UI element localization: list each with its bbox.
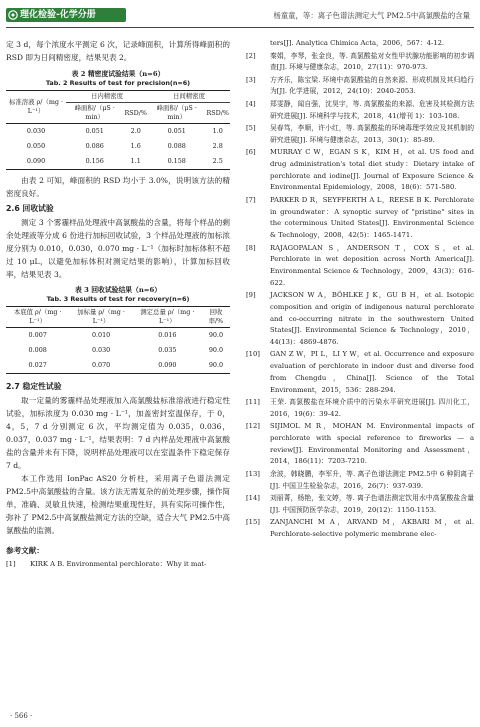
reference-item xyxy=(6,559,230,571)
reference-text: 吴春笃，李顺，许小红，等. 高氯酸盐的环境毒理学效应及其机制的研究进展[J]. 环境与健康杂志，2013，30(1)：85-89. xyxy=(270,124,474,144)
reference-text: 郑雯静，闻自强，沈昊宇，等. 高氯酸盐的来源、危害及其检测方法研究进展[J]. 环境科学与技术，2018，41(增刊 1)：103-108. xyxy=(270,99,474,120)
reference-text: 王荣. 高氯酸盐在环境介质中的污染水平研究进展[J]. 四川化工，2016，19(6)：39-42. xyxy=(270,398,474,418)
col-header-total: 测定总量 ρ/（mg · L⁻¹） xyxy=(140,308,195,325)
reference-number: [9] xyxy=(246,291,256,300)
table-cell: 1.6 xyxy=(130,142,141,150)
table-row xyxy=(6,343,230,358)
running-title: 杨童童，等：离子色谱法测定大气 PM2.5中高氯酸盐的含量 xyxy=(273,11,470,20)
table-3-caption-en: Tab. 3 Results of test for recovery(n=6) xyxy=(46,295,190,303)
journal-banner xyxy=(6,8,126,22)
table-cell: 90.0 xyxy=(208,346,224,354)
reference-number: [1] xyxy=(6,560,16,568)
reference-number: [5] xyxy=(246,124,256,133)
left-column xyxy=(6,38,230,572)
section-2-7-heading: 2.7 稳定性试验 xyxy=(6,382,62,391)
reference-item xyxy=(246,349,474,396)
table-cell: 0.158 xyxy=(167,157,186,165)
table-cell: 0.035 xyxy=(158,346,177,354)
journal-logo-icon xyxy=(8,10,18,20)
reference-text: 刘丽菁，杨艳，张文婷，等. 离子色谱法测定饮用水中高氯酸盐含量[J]. 中国预防医学杂志，2019，20(12)：1150-1153. xyxy=(270,494,474,514)
col-group-inter-day: 日间精密度 xyxy=(148,91,230,103)
reference-item xyxy=(246,243,474,290)
col-header-peak-area: 峰面积/（μS · min） xyxy=(156,104,197,121)
reference-text: 余波，韩晓鹏，李军升，等. 离子色谱法测定 PM2.5中 6 种阴离子[J]. 中国卫生检验杂志，2016，26(7)：937-939. xyxy=(270,469,474,490)
reference-item xyxy=(246,123,474,146)
col-header-rsd: RSD/% xyxy=(206,108,229,117)
table-row xyxy=(6,154,230,170)
reference-text: GAN Z W，PI L，LI Y W，et al. Occurrence and exposure evaluation of perchlorate in indoor dust and diverse food from Chengdu，China[J]. Science of the Total Environment，2015，536：288-294. xyxy=(270,350,474,394)
reference-text: SIJIMOL M R，MOHAN M. Environmental impacts of perchlorate with special reference to fireworks — a review[J]. Environmental Monitoring and Assessment，2014，186(11)：7203-7210. xyxy=(270,422,474,466)
col-group-intra-day: 日内精密度 xyxy=(66,91,148,103)
references-heading: 参考文献： xyxy=(6,546,44,555)
precision-conclusion: 由表 2 可知，峰面积的 RSD 均小于 3.0%，说明该方法的精密度良好。 xyxy=(6,176,230,198)
reference-number: [6] xyxy=(246,148,256,157)
table-cell: 90.0 xyxy=(208,361,224,369)
table-cell: 0.070 xyxy=(91,361,111,369)
reference-number: [10] xyxy=(246,350,260,359)
reference-text: KIRK A B. Environmental perchlorate：Why it mat- xyxy=(30,560,207,568)
intro-paragraph: 定 3 d，每个浓度水平测定 6 次，记录峰面积，计算所得峰面积的 RSD 即为日间精密度，结果见表 2。 xyxy=(6,40,230,62)
page-header xyxy=(0,0,480,30)
reference-item xyxy=(246,493,474,516)
section-2-6-text: 测定 3 个雾霾样品处理液中高氯酸盐的含量，将每个样品的剩余处理液等分成 6 份进行加标回收试验，3 个样品处理液的加标浓度分别为 0.010，0.030，0.070 mg · L⁻¹（加标时加标体积不超过 10 μL，以避免加标体积对测定结果的影响），计算加标回收率，结果见表 3。 xyxy=(6,218,230,279)
reference-number: [13] xyxy=(246,469,260,478)
table-cell: 0.051 xyxy=(85,127,104,135)
table-row xyxy=(6,139,230,154)
reference-text: ZANJANCHI M A，ARVAND M，AKBARI M，et al. Perchlorate-selective polymeric membrane elec- xyxy=(270,518,474,538)
table-cell: 0.027 xyxy=(28,361,47,369)
reference-number: [4] xyxy=(246,99,256,108)
reference-text: RAJAGOPALAN S，ANDERSON T，COX S，et al. Perchlorate in wet deposition across North America[J]. Environmental Science & Technology，2009，43(3)：616-622. xyxy=(270,243,474,287)
reference-text: 秦娟，李琴，张金良，等. 高氯酸盐对女性甲状腺功能影响的初步调查[J]. 环境与健康杂志，2010，27(11)：970-973. xyxy=(270,51,474,72)
reference-item xyxy=(246,147,474,194)
reference-number: [3] xyxy=(246,75,256,84)
reference-item xyxy=(246,397,474,420)
col-header-rsd: RSD/% xyxy=(124,108,147,117)
table-3 xyxy=(6,285,230,374)
section-2-7-text: 取一定量的雾霾样品处理液加入高氯酸盐标准溶液进行稳定性试验，加标浓度为 0.030 mg · L⁻¹，加盖密封室温保存，于 0，4，5，7 d 分别测定 6 次，平均测定值为 0.035，0.036，0.037，0.037 mg · L⁻¹，结果表明：7 d 内样品处理液中高氯酸盐的含量并未有下降，说明样品处理液可以在室温条件下稳定保存 7 d。 xyxy=(6,396,230,470)
recovery-table xyxy=(6,306,230,374)
table-cell: 1.0 xyxy=(212,127,223,135)
col-header-background: 本底值 ρ/（mg · L⁻¹） xyxy=(13,308,62,325)
reference-item xyxy=(246,469,474,492)
table-2-caption-en: Tab. 2 Results of test for precision(n=6) xyxy=(45,79,191,87)
reference-list xyxy=(246,51,474,541)
reference-number: [14] xyxy=(246,494,260,503)
page-number: · 566 · xyxy=(10,712,33,720)
table-row xyxy=(6,328,230,344)
reference-text: PARKER D R，SEYFFERTH A L，REESE B K. Perchlorate in groundwater：A synoptic survey of "pristine" sites in the coterminous United States[J]. Environmental Science & Technology，2008，42(5)：1465-1471. xyxy=(270,195,474,240)
reference-item xyxy=(246,517,474,540)
table-cell: 2.8 xyxy=(212,142,223,150)
reference-item xyxy=(246,290,474,349)
table-cell: 0.007 xyxy=(28,331,47,339)
table-cell: 0.086 xyxy=(85,142,104,150)
table-row xyxy=(6,124,230,140)
journal-name: 理化检验-化学分册 xyxy=(20,10,96,20)
right-column xyxy=(246,38,474,541)
reference-text: MURRAY C W，EGAN S K，KIM H，et al. US food and drug administration's total diet study：Dietary intake of perchlorate and iodine[J]. Journal of Exposure Science & Environmental Epidemiology，2008，18(6)：571-580. xyxy=(270,148,474,192)
reference-item xyxy=(246,99,474,122)
table-cell: 2.5 xyxy=(212,157,223,165)
table-cell: 0.156 xyxy=(85,157,104,165)
table-cell: 0.010 xyxy=(91,331,111,339)
table-row xyxy=(6,358,230,374)
reference-number: [2] xyxy=(246,51,256,60)
table-cell: 0.008 xyxy=(28,346,47,354)
table-cell: 1.1 xyxy=(130,157,141,165)
table-cell: 2.0 xyxy=(130,127,141,135)
reference-number: [12] xyxy=(246,422,260,431)
table-3-caption-cn: 表 3 回收试验结果（n=6） xyxy=(75,286,161,294)
reference-item xyxy=(246,421,474,468)
table-cell: 0.090 xyxy=(158,361,177,369)
table-cell: 0.030 xyxy=(91,346,111,354)
reference-number: [7] xyxy=(246,195,256,204)
col-header-added: 加标量 ρ/（mg · L⁻¹） xyxy=(77,308,125,325)
reference-continuation: ters[J]. Analytica Chimica Acta，2006，567：4-12. xyxy=(270,39,445,47)
section-2-6-heading: 2.6 回收试验 xyxy=(6,204,54,213)
header-rule xyxy=(6,27,474,28)
reference-text: JACKSON W A，BÖHLKE J K，GU B H，et al. Isotopic composition and origin of indigenous natural perchlorate and co-occurring nitrate in the southwestern United States[J]. Environmental Science & Technology，2010，44(13)：4869-4876. xyxy=(270,291,474,346)
col-header-recovery: 回收率/% xyxy=(208,308,224,325)
table-cell: 0.088 xyxy=(167,142,186,150)
table-2-caption-cn: 表 2 精密度试验结果（n=6） xyxy=(71,70,165,78)
table-cell: 0.050 xyxy=(26,142,46,150)
table-cell: 0.030 xyxy=(26,127,46,135)
reference-item xyxy=(246,75,474,98)
col-header-concentration: 标准溶液 ρ/（mg · L⁻¹） xyxy=(6,91,66,124)
precision-table xyxy=(6,90,230,170)
table-cell: 0.051 xyxy=(167,127,186,135)
reference-item xyxy=(246,195,474,242)
table-2 xyxy=(6,69,230,170)
table-cell: 0.090 xyxy=(26,157,46,165)
table-cell: 90.0 xyxy=(208,331,224,339)
conclusion-paragraph: 本工作选用 IonPac AS20 分析柱，采用离子色谱法测定 PM2.5中高氯酸盐的含量。该方法无需复杂的前处理步骤，操作简单，准确、灵敏且快速，检测结果重现性好，具有实际可操作性，弥补了 PM2.5中高氯酸盐测定方法的空缺，适合大气 PM2.5中高氯酸盐的监测。 xyxy=(6,474,230,535)
reference-number: [11] xyxy=(246,398,260,407)
reference-number: [8] xyxy=(246,243,256,252)
reference-text: 方齐乐，陈宝梁. 环境中高氯酸盐的自然来源、形成机制及其归趋行为[J]. 化学进展，2012，24(10)：2040-2053. xyxy=(270,75,474,96)
table-cell: 0.016 xyxy=(158,331,177,339)
reference-item xyxy=(246,51,474,74)
reference-number: [15] xyxy=(246,518,260,527)
col-header-peak-area: 峰面积/（μS · min） xyxy=(74,104,115,121)
